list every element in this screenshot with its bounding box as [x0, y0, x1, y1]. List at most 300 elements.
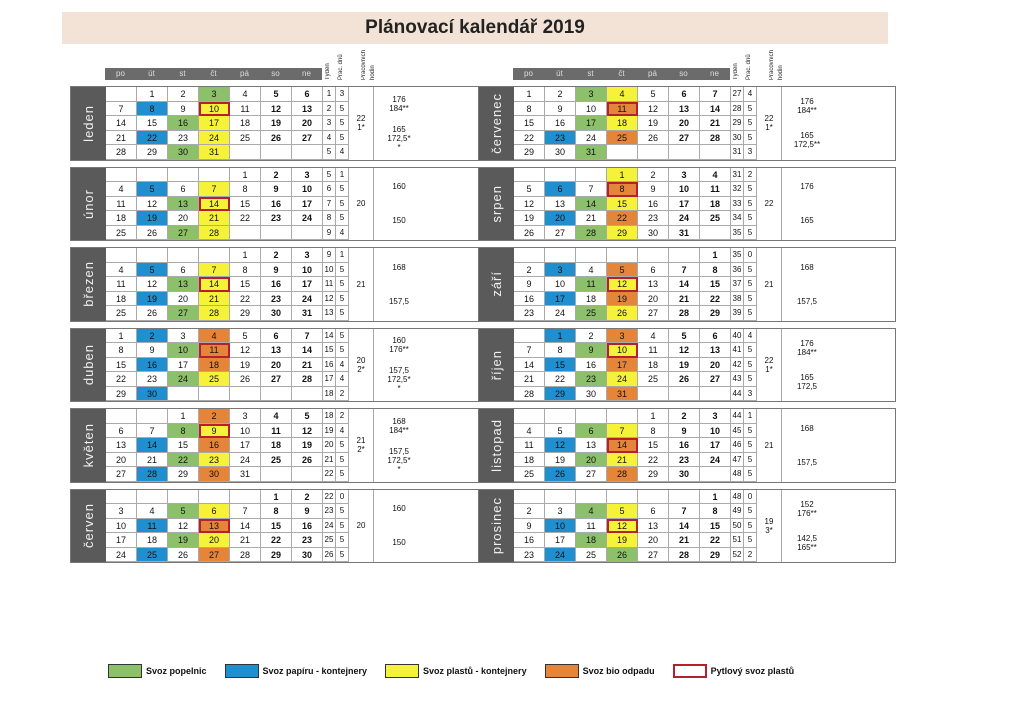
legend-label: Svoz plastů - kontejnery	[423, 666, 527, 676]
week-workdays: 5	[336, 197, 349, 212]
week-workdays: 3	[336, 87, 349, 102]
day-cell: 26	[669, 372, 700, 387]
day-cell: 14	[669, 519, 700, 534]
day-cell	[669, 248, 700, 263]
day-cell: 16	[514, 533, 545, 548]
hours-value: 157,5	[796, 296, 818, 306]
day-cell	[292, 145, 323, 160]
week-workdays: 5	[336, 102, 349, 117]
week-row	[106, 490, 349, 505]
day-cell	[261, 226, 292, 241]
week-row	[106, 533, 349, 548]
day-cell: 12	[292, 424, 323, 439]
week-number: 15	[323, 343, 336, 358]
month-grid	[106, 168, 349, 241]
day-cell: 25	[230, 131, 261, 146]
week-workdays: 2	[336, 387, 349, 402]
week-number: 17	[323, 372, 336, 387]
day-cell	[230, 145, 261, 160]
day-cell: 21	[514, 372, 545, 387]
day-cell: 19	[230, 358, 261, 373]
day-header: po	[105, 68, 136, 80]
day-cell: 12	[607, 277, 638, 292]
day-cell: 25	[576, 306, 607, 321]
day-cell: 14	[607, 438, 638, 453]
day-cell: 18	[106, 211, 137, 226]
day-cell: 22	[106, 372, 137, 387]
day-cell: 16	[199, 438, 230, 453]
week-workdays: 5	[744, 504, 757, 519]
week-number: 11	[323, 277, 336, 292]
month-workdays: 22	[757, 168, 782, 241]
legend-item	[225, 664, 368, 678]
month-name-label: duben	[81, 344, 96, 386]
week-number: 42	[731, 358, 744, 373]
week-workdays: 5	[744, 372, 757, 387]
month-block	[70, 408, 488, 483]
day-cell: 9	[638, 182, 669, 197]
week-number: 12	[323, 292, 336, 307]
week-row	[514, 131, 757, 146]
week-header: Týden	[325, 63, 331, 80]
week-row	[106, 197, 349, 212]
day-cell: 9	[261, 263, 292, 278]
week-number: 36	[731, 263, 744, 278]
day-cell	[638, 387, 669, 402]
week-workdays: 5	[336, 182, 349, 197]
week-workdays: 5	[336, 548, 349, 563]
hours-value: 157,5	[796, 457, 818, 467]
week-number: 21	[323, 453, 336, 468]
workdays-header: Prac. dnů	[746, 54, 752, 80]
week-row	[106, 358, 349, 373]
day-cell: 23	[669, 453, 700, 468]
day-cell: 29	[168, 467, 199, 482]
day-cell: 24	[292, 292, 323, 307]
week-workdays: 4	[336, 145, 349, 160]
day-cell: 26	[137, 226, 168, 241]
day-cell: 19	[137, 292, 168, 307]
day-cell: 4	[137, 504, 168, 519]
day-cell: 22	[700, 292, 731, 307]
day-cell	[514, 168, 545, 183]
day-cell: 18	[576, 533, 607, 548]
day-cell: 17	[607, 358, 638, 373]
day-cell: 15	[137, 116, 168, 131]
day-cell: 19	[669, 358, 700, 373]
day-header: út	[544, 68, 575, 80]
day-cell: 7	[292, 329, 323, 344]
month-workdays: 21 2*	[349, 409, 374, 482]
day-cell: 11	[700, 182, 731, 197]
day-cell: 21	[700, 116, 731, 131]
day-cell: 27	[576, 467, 607, 482]
day-cell	[638, 490, 669, 505]
week-row	[514, 409, 757, 424]
day-cell	[607, 409, 638, 424]
week-row	[514, 519, 757, 534]
day-cell: 26	[607, 548, 638, 563]
day-cell: 28	[137, 467, 168, 482]
week-workdays: 5	[744, 226, 757, 241]
day-cell: 7	[576, 182, 607, 197]
day-cell	[669, 490, 700, 505]
week-row	[514, 548, 757, 563]
day-cell	[106, 87, 137, 102]
day-cell	[168, 248, 199, 263]
day-cell: 20	[106, 453, 137, 468]
week-workdays: 5	[744, 263, 757, 278]
week-row	[514, 87, 757, 102]
day-cell: 24	[230, 453, 261, 468]
week-row	[106, 292, 349, 307]
month-name-label: červenec	[489, 92, 504, 154]
week-workdays: 2	[336, 409, 349, 424]
week-number: 8	[323, 211, 336, 226]
week-workdays: 1	[336, 168, 349, 183]
week-row	[106, 263, 349, 278]
legend-swatch	[673, 664, 707, 678]
day-cell: 23	[576, 372, 607, 387]
week-number: 9	[323, 248, 336, 263]
day-cell: 1	[700, 248, 731, 263]
day-cell: 27	[261, 372, 292, 387]
month-workdays: 21	[757, 409, 782, 482]
day-cell: 2	[638, 168, 669, 183]
day-cell: 22	[261, 533, 292, 548]
day-cell: 7	[199, 182, 230, 197]
day-cell: 20	[669, 116, 700, 131]
day-cell	[700, 387, 731, 402]
day-header: čt	[606, 68, 637, 80]
week-row	[514, 372, 757, 387]
day-cell: 13	[700, 343, 731, 358]
day-cell: 22	[545, 372, 576, 387]
day-cell: 4	[106, 263, 137, 278]
day-cell	[545, 168, 576, 183]
day-cell: 27	[669, 131, 700, 146]
day-cell	[199, 387, 230, 402]
legend-swatch	[385, 664, 419, 678]
week-number: 26	[323, 548, 336, 563]
day-cell: 13	[638, 277, 669, 292]
day-cell: 14	[576, 197, 607, 212]
week-workdays: 5	[336, 438, 349, 453]
week-workdays: 4	[336, 226, 349, 241]
day-cell: 20	[261, 358, 292, 373]
day-cell: 12	[261, 102, 292, 117]
day-cell: 17	[199, 116, 230, 131]
week-number: 1	[323, 87, 336, 102]
day-cell: 25	[199, 372, 230, 387]
month-name	[479, 168, 514, 241]
header-spacer	[478, 68, 513, 80]
day-cell: 5	[230, 329, 261, 344]
week-workdays: 3	[744, 387, 757, 402]
month-grid	[514, 409, 757, 482]
day-cell: 17	[292, 277, 323, 292]
month-grid	[106, 248, 349, 321]
hours-value: 157,5 172,5* *	[387, 446, 411, 474]
day-cell: 1	[137, 87, 168, 102]
week-workdays: 5	[744, 424, 757, 439]
week-workdays: 5	[336, 263, 349, 278]
week-number: 10	[323, 263, 336, 278]
day-cell: 10	[576, 102, 607, 117]
day-cell: 13	[292, 102, 323, 117]
week-row	[106, 519, 349, 534]
day-cell	[199, 490, 230, 505]
day-cell: 27	[638, 306, 669, 321]
day-header: po	[513, 68, 544, 80]
day-cell: 19	[168, 533, 199, 548]
week-workdays: 5	[336, 211, 349, 226]
week-number: 39	[731, 306, 744, 321]
day-cell: 20	[700, 358, 731, 373]
day-cell: 6	[638, 263, 669, 278]
week-workdays: 5	[336, 116, 349, 131]
month-name	[71, 329, 106, 402]
week-workdays: 5	[336, 453, 349, 468]
day-cell: 18	[607, 116, 638, 131]
day-cell: 10	[168, 343, 199, 358]
day-cell: 22	[607, 211, 638, 226]
day-cell: 15	[700, 277, 731, 292]
legend-swatch	[225, 664, 259, 678]
week-workdays: 5	[744, 519, 757, 534]
day-cell: 20	[292, 116, 323, 131]
week-number: 38	[731, 292, 744, 307]
week-number: 40	[731, 329, 744, 344]
week-row	[106, 226, 349, 241]
week-number: 23	[323, 504, 336, 519]
day-cell	[137, 248, 168, 263]
day-cell: 1	[607, 168, 638, 183]
week-workdays: 5	[336, 131, 349, 146]
week-number: 27	[731, 87, 744, 102]
week-workdays: 0	[336, 490, 349, 505]
day-cell	[576, 168, 607, 183]
day-cell: 6	[545, 182, 576, 197]
day-cell: 28	[199, 226, 230, 241]
day-cell: 4	[607, 87, 638, 102]
day-cell: 30	[638, 226, 669, 241]
day-cell: 2	[514, 504, 545, 519]
day-cell: 19	[261, 116, 292, 131]
week-row	[106, 131, 349, 146]
week-workdays: 5	[744, 102, 757, 117]
month-grid	[514, 87, 757, 160]
day-cell: 2	[545, 87, 576, 102]
day-cell: 19	[292, 438, 323, 453]
hours-value: 157,5	[388, 296, 410, 306]
day-cell: 1	[545, 329, 576, 344]
day-cell: 9	[137, 343, 168, 358]
day-cell	[669, 387, 700, 402]
month-grid	[514, 490, 757, 563]
month-block	[70, 247, 488, 322]
week-workdays: 5	[336, 504, 349, 519]
month-hours	[374, 490, 424, 563]
day-cell: 9	[576, 343, 607, 358]
day-cell: 4	[638, 329, 669, 344]
day-cell: 8	[514, 102, 545, 117]
day-cell: 3	[199, 87, 230, 102]
day-cell: 29	[607, 226, 638, 241]
day-cell: 19	[545, 453, 576, 468]
day-cell: 25	[638, 372, 669, 387]
day-cell: 14	[292, 343, 323, 358]
day-cell: 25	[106, 226, 137, 241]
workhours-header: Pracovních hodin	[769, 49, 784, 80]
day-cell: 11	[230, 102, 261, 117]
day-cell: 21	[576, 211, 607, 226]
week-number: 22	[323, 490, 336, 505]
day-cell: 18	[199, 358, 230, 373]
week-workdays: 5	[744, 306, 757, 321]
day-cell: 21	[199, 211, 230, 226]
month-workdays: 22 1*	[757, 329, 782, 402]
day-cell: 16	[638, 197, 669, 212]
hours-value: 142,5 165**	[796, 533, 818, 552]
month-name	[479, 248, 514, 321]
column-header	[478, 48, 896, 80]
day-cell: 22	[137, 131, 168, 146]
day-cell	[168, 490, 199, 505]
week-row	[514, 467, 757, 482]
day-cell: 20	[168, 211, 199, 226]
week-workdays: 5	[744, 197, 757, 212]
month-block	[70, 489, 488, 564]
hours-value: 168	[800, 423, 814, 433]
day-cell: 29	[700, 548, 731, 563]
day-cell: 24	[576, 131, 607, 146]
day-cell: 3	[106, 504, 137, 519]
day-cell: 18	[137, 533, 168, 548]
day-cell	[638, 145, 669, 160]
legend-label: Svoz popelnic	[146, 666, 207, 676]
day-cell: 29	[106, 387, 137, 402]
day-cell: 25	[607, 131, 638, 146]
day-cell: 25	[700, 211, 731, 226]
day-cell: 6	[700, 329, 731, 344]
day-cell	[199, 248, 230, 263]
day-cell: 7	[669, 504, 700, 519]
month-block	[478, 408, 896, 483]
week-workdays: 4	[744, 329, 757, 344]
day-cell: 8	[106, 343, 137, 358]
week-workdays: 5	[744, 211, 757, 226]
week-workdays: 0	[744, 248, 757, 263]
day-cell: 28	[607, 467, 638, 482]
day-cell: 7	[700, 87, 731, 102]
day-cell	[514, 490, 545, 505]
day-header: út	[136, 68, 167, 80]
week-row	[514, 226, 757, 241]
day-cell: 17	[545, 292, 576, 307]
month-workdays: 21	[349, 248, 374, 321]
day-cell: 14	[514, 358, 545, 373]
day-cell: 24	[168, 372, 199, 387]
day-cell: 5	[137, 182, 168, 197]
week-workdays: 5	[744, 438, 757, 453]
day-cell: 7	[137, 424, 168, 439]
day-cell	[514, 409, 545, 424]
day-cell: 25	[137, 548, 168, 563]
day-cell: 18	[638, 358, 669, 373]
day-cell: 2	[261, 168, 292, 183]
day-cell: 18	[106, 292, 137, 307]
day-cell: 30	[545, 145, 576, 160]
day-cell: 28	[576, 226, 607, 241]
day-cell: 6	[638, 504, 669, 519]
day-cell: 4	[230, 87, 261, 102]
day-cell: 2	[514, 263, 545, 278]
week-number: 35	[731, 226, 744, 241]
day-cell: 13	[261, 343, 292, 358]
day-cell: 7	[607, 424, 638, 439]
day-cell: 29	[638, 467, 669, 482]
day-cell: 9	[669, 424, 700, 439]
month-name-label: srpen	[489, 184, 504, 223]
week-workdays: 5	[336, 343, 349, 358]
day-cell	[292, 387, 323, 402]
day-cell: 5	[292, 409, 323, 424]
week-workdays: 5	[336, 329, 349, 344]
day-cell: 28	[292, 372, 323, 387]
week-number: 33	[731, 197, 744, 212]
month-name-label: září	[489, 271, 504, 298]
day-cell: 20	[576, 453, 607, 468]
day-cell: 3	[292, 168, 323, 183]
day-cell: 11	[137, 519, 168, 534]
day-cell: 12	[168, 519, 199, 534]
day-cell: 23	[514, 548, 545, 563]
week-workdays: 3	[744, 145, 757, 160]
day-cell: 23	[261, 211, 292, 226]
day-cell	[106, 168, 137, 183]
day-header: čt	[198, 68, 229, 80]
month-name-label: květen	[81, 423, 96, 468]
day-cell: 17	[669, 197, 700, 212]
hours-value: 176 184**	[389, 94, 409, 113]
week-workdays: 2	[744, 548, 757, 563]
day-cell: 6	[292, 87, 323, 102]
day-cell: 19	[607, 292, 638, 307]
day-cell: 12	[638, 102, 669, 117]
week-workdays: 5	[336, 467, 349, 482]
week-workdays: 5	[336, 277, 349, 292]
week-row	[106, 102, 349, 117]
day-cell: 18	[514, 453, 545, 468]
day-cell	[545, 490, 576, 505]
day-cell: 8	[607, 182, 638, 197]
day-cell	[607, 248, 638, 263]
week-row	[514, 116, 757, 131]
hours-value: 168	[800, 262, 814, 272]
month-name	[479, 87, 514, 160]
week-number: 13	[323, 306, 336, 321]
day-cell: 5	[607, 504, 638, 519]
week-number: 18	[323, 387, 336, 402]
day-cell: 28	[669, 306, 700, 321]
header-spacer	[70, 68, 105, 80]
day-cell	[261, 145, 292, 160]
day-cell: 31	[199, 145, 230, 160]
day-cell: 28	[230, 548, 261, 563]
week-row	[106, 453, 349, 468]
day-cell: 1	[230, 248, 261, 263]
